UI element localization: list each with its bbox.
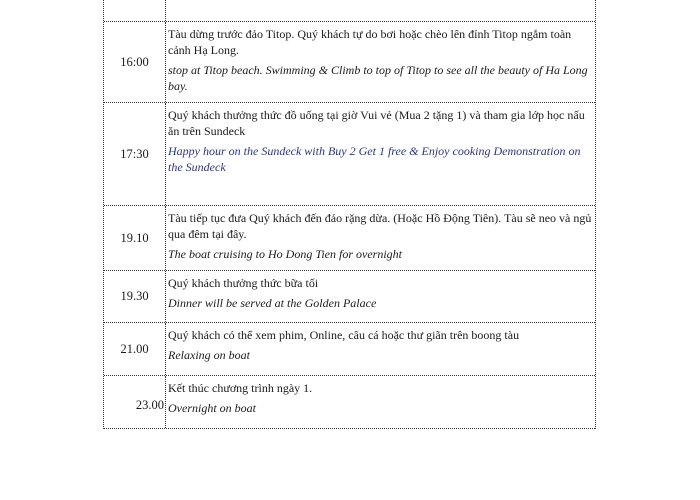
english-description: Overnight on boat bbox=[168, 401, 256, 415]
english-description: stop at Titop beach. Swimming & Climb to top of Titop to see all the beauty of Ha Long bay. bbox=[168, 63, 588, 93]
table-row bbox=[104, 376, 595, 429]
description-cell bbox=[166, 22, 595, 102]
time-cell: 16:00 bbox=[104, 22, 166, 102]
time-cell: 23.00 bbox=[104, 376, 166, 428]
itinerary-table bbox=[103, 0, 596, 429]
table-row bbox=[104, 0, 595, 22]
vietnamese-description: Quý khách thưởng thức bữa tối bbox=[168, 276, 319, 290]
description-cell bbox=[166, 323, 595, 375]
english-description: Happy hour on the Sundeck with Buy 2 Get 1 free & Enjoy cooking Demonstration on the Sundeck bbox=[168, 144, 581, 174]
vietnamese-description: Tàu dừng trước đảo Titop. Quý khách tự do bơi hoặc chèo lên đỉnh Titop ngắm toàn cảnh Hạ Long. bbox=[168, 27, 572, 57]
description-cell bbox=[166, 103, 595, 205]
table-row bbox=[104, 103, 595, 206]
time-cell: 19.30 bbox=[104, 271, 166, 322]
english-description: Dinner will be served at the Golden Palace bbox=[168, 296, 377, 310]
time-cell: 19.10 bbox=[104, 206, 166, 270]
time-cell bbox=[104, 0, 166, 21]
vietnamese-description: Quý khách thưởng thức đồ uống tại giờ Vui vẻ (Mua 2 tặng 1) và tham gia lớp học nấu ăn trên Sundeck bbox=[168, 108, 585, 138]
vietnamese-description: Tàu tiếp tục đưa Quý khách đến đảo rặng dừa. (Hoặc Hồ Động Tiên). Tàu sẽ neo và ngủ qua đêm tại đây. bbox=[168, 211, 592, 241]
table-row bbox=[104, 271, 595, 323]
english-description: Relaxing on boat bbox=[168, 348, 250, 362]
description-cell bbox=[166, 206, 595, 270]
english-description: The boat cruising to Ho Dong Tien for overnight bbox=[168, 247, 402, 261]
table-row bbox=[104, 22, 595, 103]
vietnamese-description: Kết thúc chương trình ngày 1. bbox=[168, 381, 313, 395]
description-cell bbox=[166, 376, 595, 428]
table-row bbox=[104, 323, 595, 376]
description-cell bbox=[166, 0, 595, 21]
description-cell bbox=[166, 271, 595, 322]
time-cell: 21.00 bbox=[104, 323, 166, 375]
vietnamese-description: Quý khách có thể xem phim, Online, câu cá hoặc thư giãn trên boong tàu bbox=[168, 328, 520, 342]
time-cell: 17:30 bbox=[104, 103, 166, 205]
table-row bbox=[104, 206, 595, 271]
